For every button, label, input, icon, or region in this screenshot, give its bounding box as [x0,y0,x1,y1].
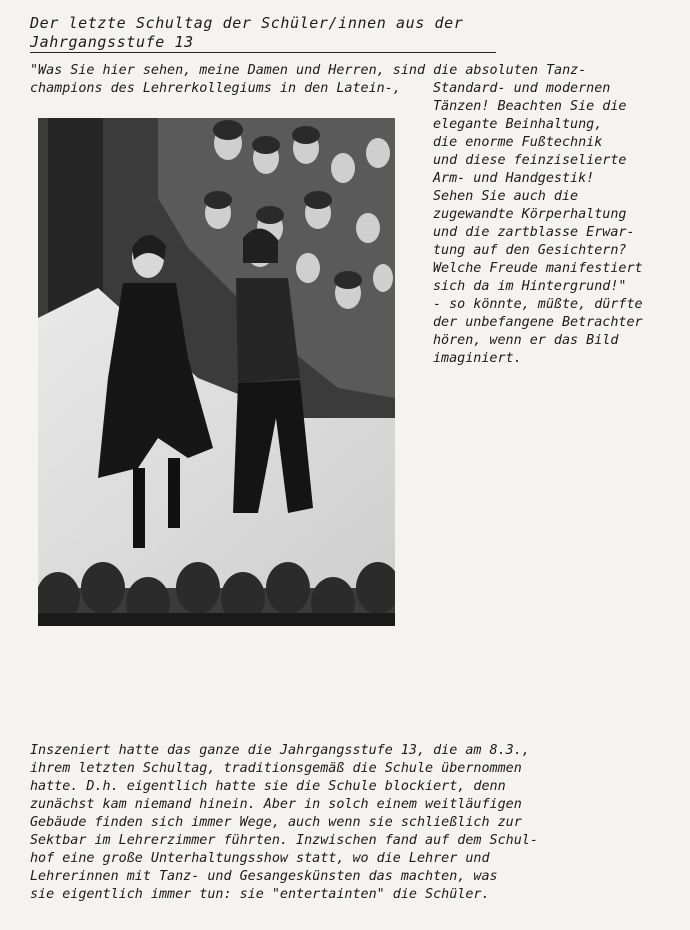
photo-side-text: Standard- und modernen Tänzen! Beachten Sie die elegante Beinhaltung, die enorme Fußtechnik und diese feinziselierte Arm- und Handgestik! Sehen Sie auch die zugewandte Körperhaltung und die zartblasse Erwar- tung auf den Gesichtern? Welche Freude manifestiert sich da im Hintergrund!" - so könnte, müßte, dürfte der unbefangene Betrachter hören, wenn er das Bild imaginiert. [433,81,643,366]
intro-line-1: "Was Sie hier sehen, meine Damen und Herren, sind die absoluten Tanz- [30,63,587,78]
title-underline [30,52,496,53]
intro-line-2: champions des Lehrerkollegiums in den Latein-, [30,81,401,96]
dancing-teachers-photo [38,118,395,626]
title-line-2: Jahrgangsstufe 13 [30,33,194,51]
title-line-1: Der letzte Schultag der Schüler/innen aus der [30,14,464,32]
article-body: Inszeniert hatte das ganze die Jahrgangsstufe 13, die am 8.3., ihrem letzten Schultag, traditionsgemäß die Schule übernommen hatte. D.h. eigentlich hatte sie die Schule blockiert, denn zunächst kam niemand hinein. Aber in solch einem weitläufigen Gebäude finden sich immer Wege, auch wenn sie schließlich zur Sektbar im Lehrerzimmer führten. Inzwischen fand auf dem Schul- hof eine große Unterhaltungsshow statt, wo die Lehrer und Lehrerinnen mit Tanz- und Gesangeskünsten das machten, was sie eigentlich immer tun: sie "entertainten" die Schüler. [30,743,538,902]
article-title [30,14,500,52]
